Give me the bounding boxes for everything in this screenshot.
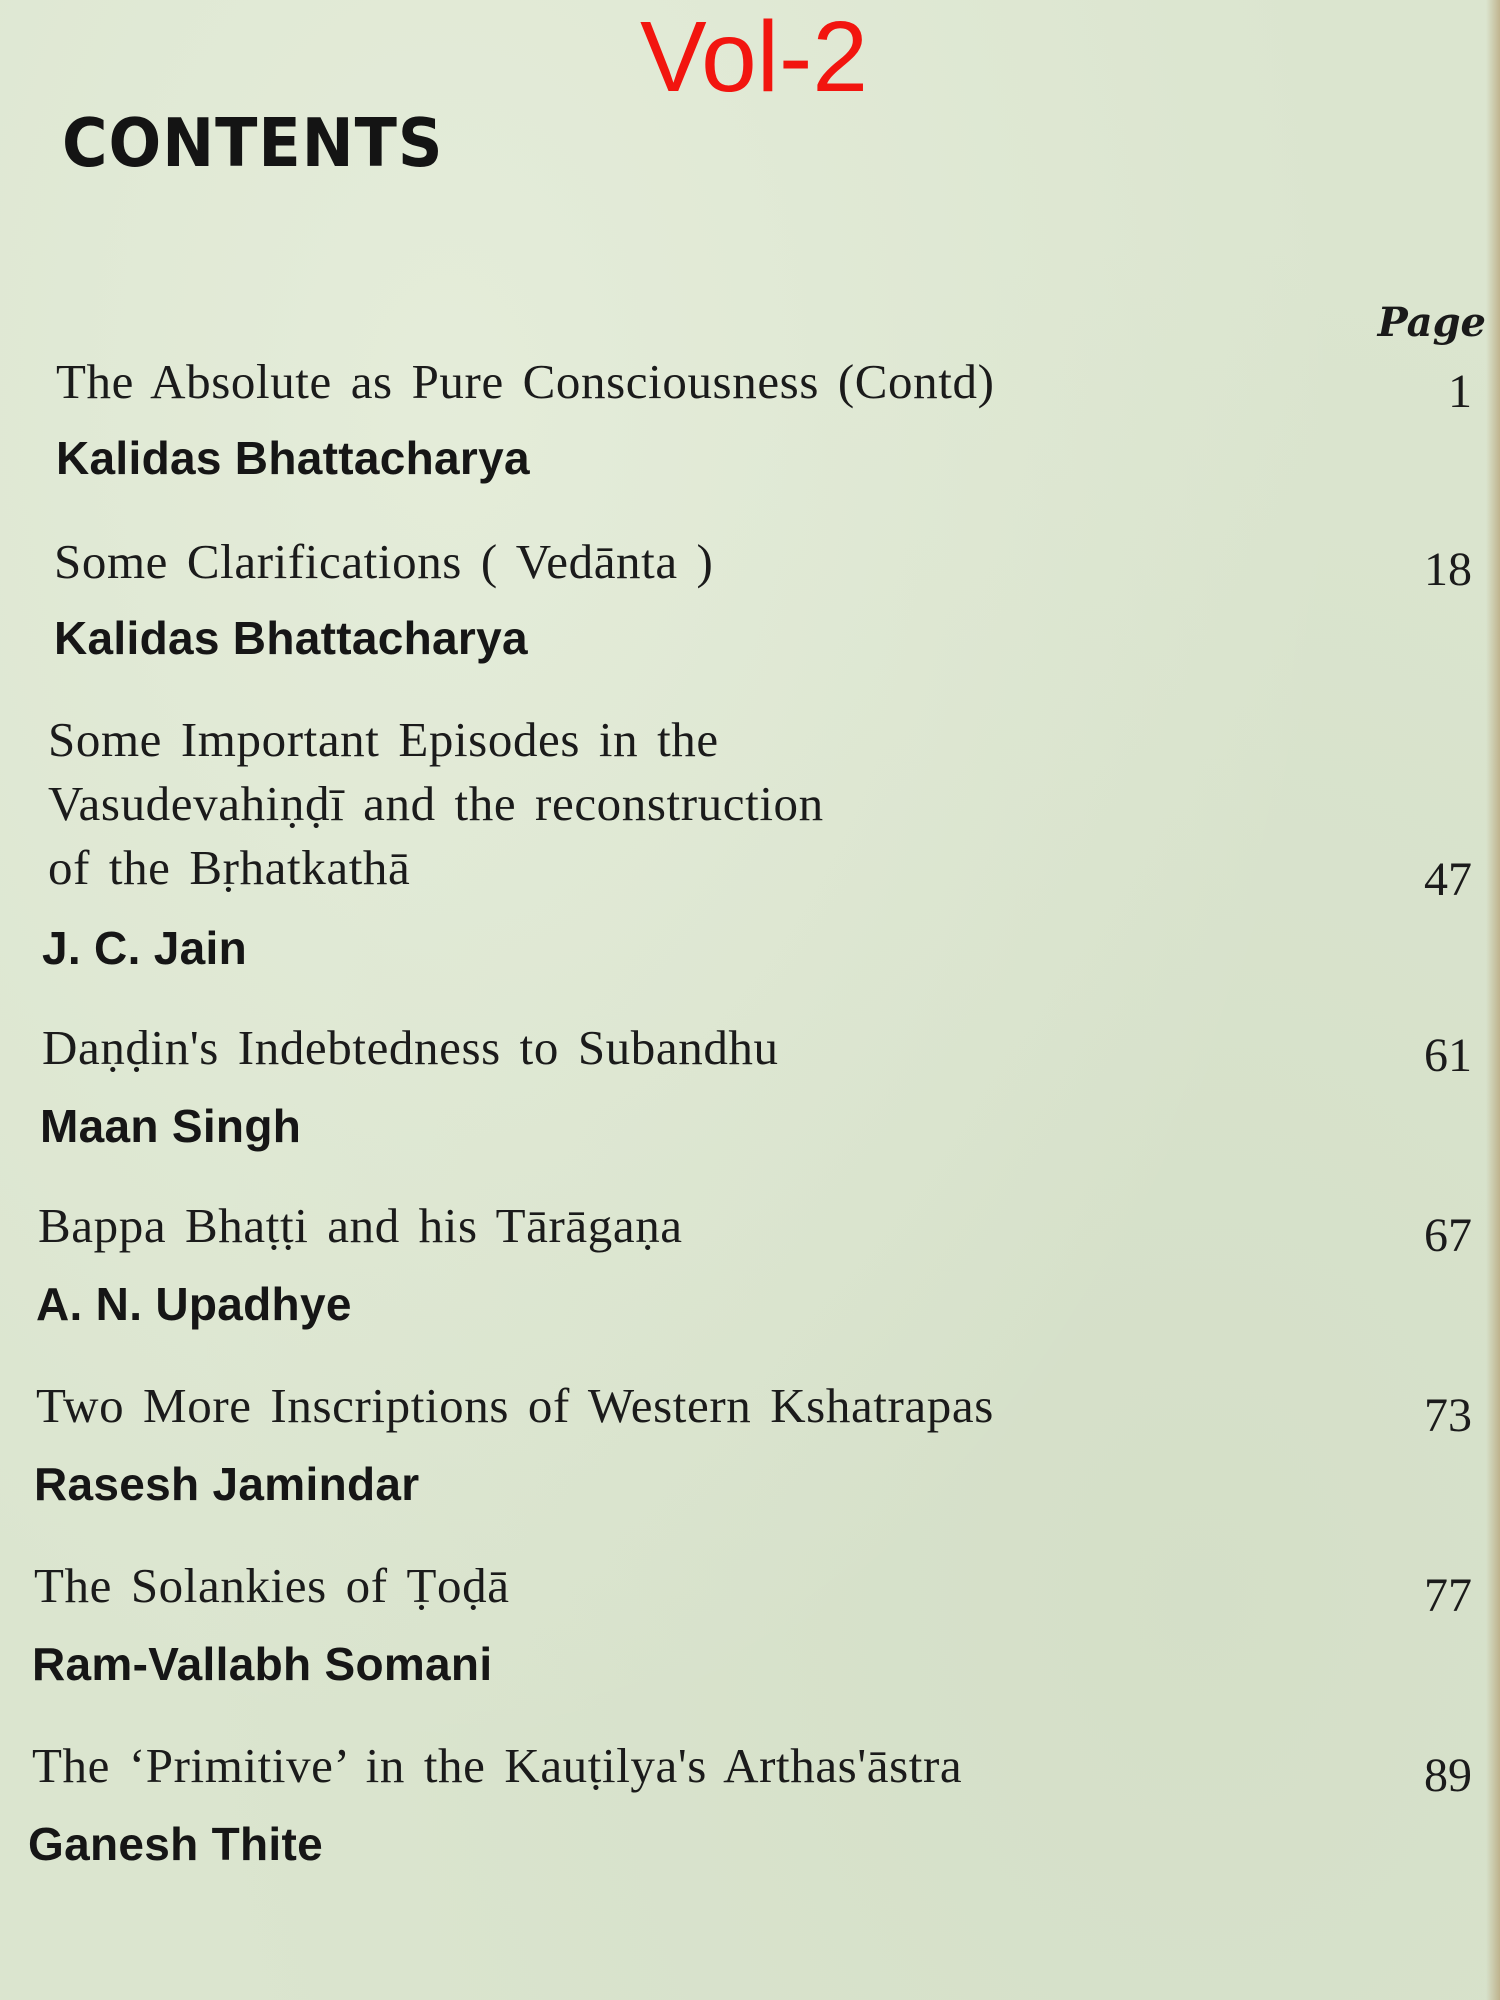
entry-title: Two More Inscriptions of Western Kshatrapas (36, 1378, 994, 1433)
entry-page-number: 77 (1424, 1569, 1472, 1622)
entry-author: Ram-Vallabh Somani (32, 1638, 493, 1690)
entry-page-number: 1 (1448, 365, 1472, 418)
entry-title: The ‘Primitive’ in the Kauṭilya's Arthas'āstra (32, 1738, 963, 1793)
entry-page-number: 18 (1424, 543, 1472, 596)
volume-label: Vol-2 (640, 1, 868, 113)
entry-author: Ganesh Thite (28, 1818, 323, 1870)
entry-title: The Solankies of Ṭoḍā (34, 1558, 510, 1613)
entry-page-number: 67 (1424, 1209, 1472, 1262)
entry-author: A. N. Upadhye (36, 1278, 352, 1330)
entry-author: Maan Singh (40, 1100, 302, 1152)
page-title: CONTENTS (62, 103, 444, 183)
entry-title: Bappa Bhaṭṭi and his Tārāgaṇa (38, 1198, 683, 1253)
entry-title: Some Clarifications ( Vedānta ) (54, 534, 714, 589)
entry-page-number: 89 (1424, 1749, 1472, 1802)
entry-title: Some Important Episodes in the Vasudevahiṇḍī and the reconstruction of the Bṛhatkathā (48, 712, 824, 895)
entry-author: J. C. Jain (42, 922, 247, 974)
entry-author: Kalidas Bhattacharya (56, 432, 530, 484)
page-column-header: Page (1377, 299, 1486, 346)
entry-page-number: 73 (1424, 1389, 1472, 1442)
entry-author: Kalidas Bhattacharya (54, 612, 528, 664)
entry-author: Rasesh Jamindar (34, 1458, 420, 1510)
entry-title: Daṇḍin's Indebtedness to Subandhu (42, 1020, 779, 1075)
entry-page-number: 47 (1424, 853, 1472, 906)
page-edge-shadow (1486, 0, 1500, 2000)
entry-page-number: 61 (1424, 1029, 1472, 1082)
entry-title: The Absolute as Pure Consciousness (Contd) (56, 354, 995, 409)
